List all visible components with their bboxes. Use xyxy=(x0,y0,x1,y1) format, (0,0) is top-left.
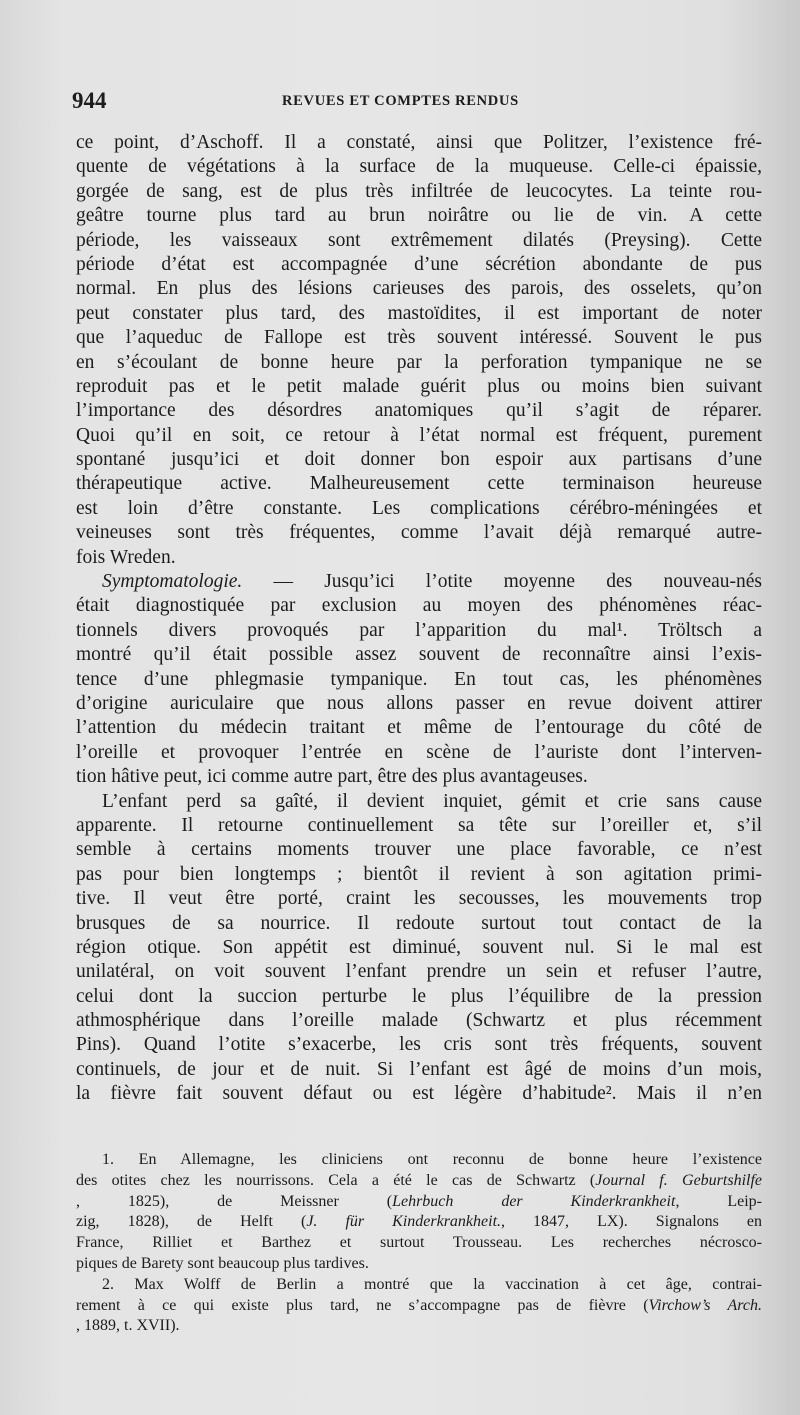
text-line: période d’état est accompagnée d’une sécrétion abondante de pus xyxy=(76,253,762,275)
main-text xyxy=(76,131,762,1107)
page-number: 944 xyxy=(72,88,107,113)
footnote-1-line: France, Rilliet et Barthez et surtout Trousseau. Les recherches nécrosco- xyxy=(76,1234,762,1252)
footnote-1-line: piques de Barety sont beaucoup plus tardives. xyxy=(76,1254,369,1272)
footnote-1-line: zig, 1828), de Helft (J. für Kinderkrankheit., 1847, LX). Signalons en xyxy=(76,1213,763,1231)
text-line: reproduit pas et le petit malade guérit plus ou moins bien suivant xyxy=(76,375,762,397)
text-line: semble à certains moments trouver une place favorable, ce n’est xyxy=(76,839,762,861)
text-line: tive. Il veut être porté, craint les secousses, les mouvements trop xyxy=(76,888,762,910)
text-line: tence d’une phlegmasie tympanique. En tout cas, les phénomènes xyxy=(76,668,762,690)
text-line: gorgée de sang, est de plus très infiltrée de leucocytes. La teinte rou- xyxy=(76,180,762,202)
text-line: celui dont la succion perturbe le plus l’équilibre de la pression xyxy=(76,985,762,1007)
section-first-line xyxy=(76,570,762,594)
text-line: est loin d’être constante. Les complications cérébro-méningées et xyxy=(76,497,762,519)
text-line: fois Wreden. xyxy=(76,546,176,568)
text-line: l’importance des désordres anatomiques qu’il s’agit de réparer. xyxy=(76,400,762,422)
text-line: peut constater plus tard, des mastoïdites, il est important de noter xyxy=(76,302,762,324)
text-line: apparente. Il retourne continuellement sa tête sur l’oreiller et, s’il xyxy=(76,814,762,836)
text-line: que l’aqueduc de Fallope est très souvent intéressé. Souvent le pus xyxy=(76,327,762,349)
text-line: tionnels divers provoqués par l’apparition du mal¹. Tröltsch a xyxy=(76,619,762,641)
text-line: unilatéral, on voit souvent l’enfant prendre un sein et refuser l’autre, xyxy=(76,961,762,983)
footnote-1-line: des otites chez les nourrissons. Cela a été le cas de Schwartz (Journal f. Geburtshilfe xyxy=(76,1171,763,1189)
text-line: était diagnostiquée par exclusion au moyen des phénomènes réac- xyxy=(76,595,762,617)
text-line: région otique. Son appétit est diminué, souvent nul. Si le mal est xyxy=(76,936,762,958)
text-line: la fièvre fait souvent défaut ou est légère d’habitude². Mais il n’en xyxy=(76,1083,762,1105)
running-title: REVUES ET COMPTES RENDUS xyxy=(282,93,519,109)
citation-title: Virchow’s Arch. xyxy=(648,1296,762,1314)
text-line: période, les vaisseaux sont extrêmement dilatés (Preysing). Cette xyxy=(76,229,762,251)
section-heading: Symptomatologie. xyxy=(102,571,243,593)
footnote-2-line: 2. Max Wolff de Berlin a montré que la vaccination à cet âge, contrai- xyxy=(102,1275,762,1293)
text-line: athmosphérique dans l’oreille malade (Schwartz et plus récemment xyxy=(76,1010,762,1032)
footnote-1-line: 1. En Allemagne, les cliniciens ont reconnu de bonne heure l’existence xyxy=(102,1151,762,1168)
footnote-1-line: , 1825), de Meissner (Lehrbuch der Kinderkrankheit, Leip- xyxy=(76,1192,762,1210)
text-line: Quoi qu’il en soit, ce retour à l’état normal est fréquent, purement xyxy=(76,424,762,446)
section-heading-rest: — Jusqu’ici l’otite moyenne des nouveau-nés xyxy=(242,571,762,593)
text-line: Pins). Quand l’otite s’exacerbe, les cris sont très fréquents, souvent xyxy=(76,1034,762,1056)
footnote-2-line: rement à ce qui existe plus tard, ne s’accompagne pas de fièvre (Virchow’s Arch. xyxy=(76,1296,762,1314)
text-line: veineuses sont très fréquentes, comme l’avait déjà remarqué autre- xyxy=(76,522,762,544)
text-line: quente de végétations à la surface de la muqueuse. Celle-ci épaissie, xyxy=(76,156,762,178)
text-line: brusques de sa nourrice. Il redoute surtout tout contact de la xyxy=(76,912,762,934)
footnotes xyxy=(76,1150,762,1337)
text-line: normal. En plus des lésions carieuses des parois, des osselets, qu’on xyxy=(76,278,762,300)
text-line: tion hâtive peut, ici comme autre part, être des plus avantageuses. xyxy=(76,766,588,788)
citation-title: J. für Kinderkrankheit. xyxy=(306,1213,502,1231)
text-line: d’origine auriculaire que nous allons passer en revue doivent attirer xyxy=(76,692,762,714)
text-line: ce point, d’Aschoff. Il a constaté, ainsi que Politzer, l’existence fré- xyxy=(76,132,762,153)
text-line: l’attention du médecin traitant et même de l’entourage du côté de xyxy=(76,717,762,739)
text-line: L’enfant perd sa gaîté, il devient inquiet, gémit et crie sans cause xyxy=(102,790,762,812)
citation-title: Lehrbuch der Kinderkrankheit xyxy=(392,1192,676,1210)
text-line: continuels, de jour et de nuit. Si l’enfant est âgé de moins d’un mois, xyxy=(76,1058,762,1080)
text-line: montré qu’il était possible assez souvent de reconnaître ainsi l’exis- xyxy=(76,644,762,666)
text-line: spontané jusqu’ici et doit donner bon espoir aux partisans d’une xyxy=(76,449,762,471)
citation-title: Journal f. Geburtshilfe xyxy=(595,1171,763,1189)
text-line: en s’écoulant de bonne heure par la perforation tympanique ne se xyxy=(76,351,762,373)
text-line: geâtre tourne plus tard au brun noirâtre ou lie de vin. A cette xyxy=(76,205,762,227)
text-line: thérapeutique active. Malheureusement cette terminaison heureuse xyxy=(76,473,762,495)
page-header xyxy=(72,88,762,118)
footnote-2-line: , 1889, t. XVII). xyxy=(76,1317,180,1335)
text-line: l’oreille et provoquer l’entrée en scène de l’auriste dont l’interven- xyxy=(76,741,762,763)
text-line: pas pour bien longtemps ; bientôt il revient à son agitation primi- xyxy=(76,863,762,885)
